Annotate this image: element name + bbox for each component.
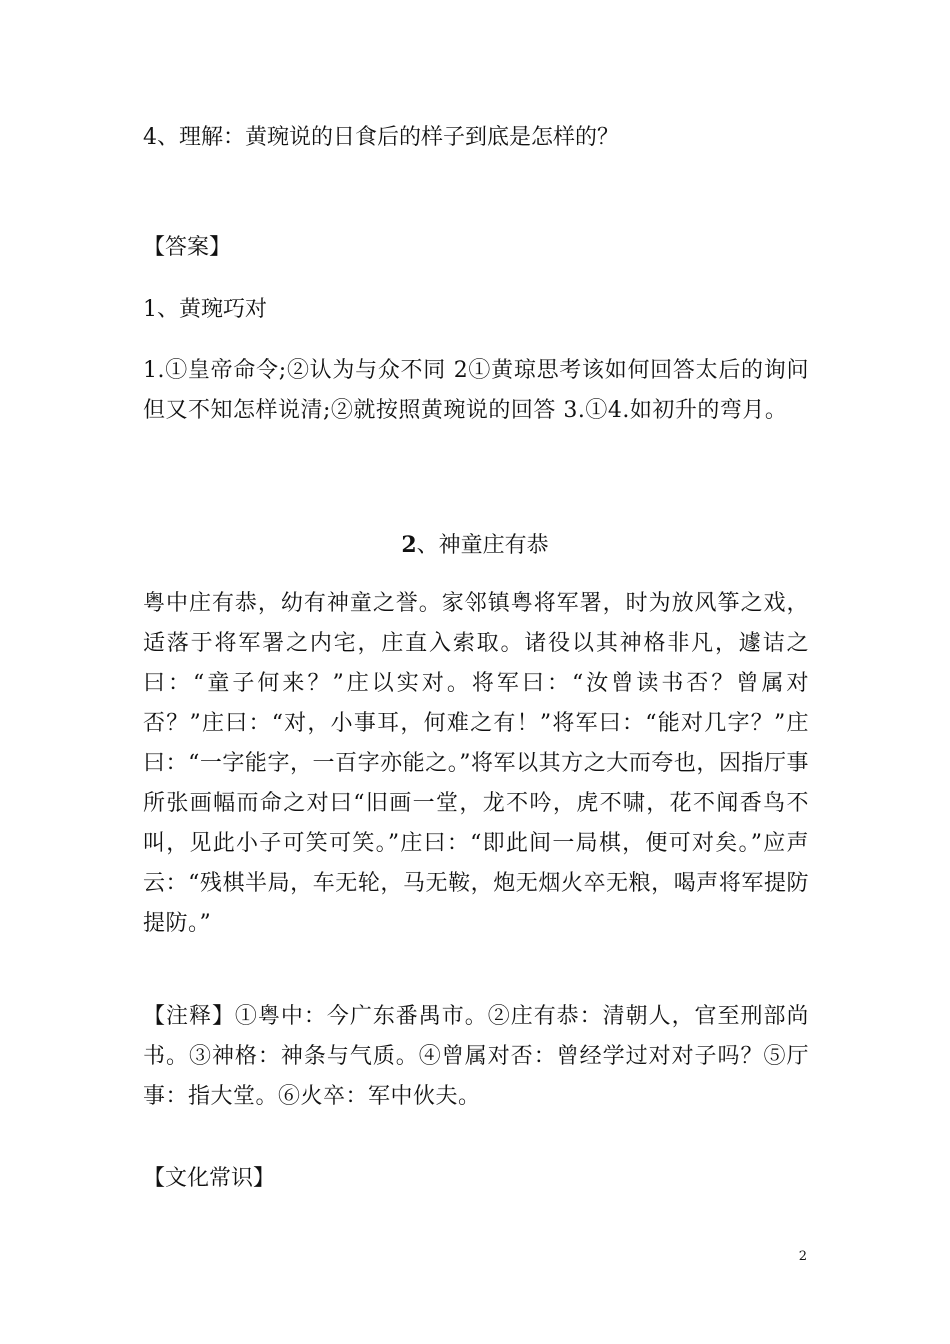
answer-text: 1.①皇帝命令;②认为与众不同 2①黄琼思考该如何回答太后的询问但又不知怎样说清;②就按照黄琬说的回答 3.①4.如初升的弯月。 (143, 358, 809, 423)
section-title-text: 、神童庄有恭 (416, 533, 549, 558)
section-title-number: 2 (401, 532, 417, 558)
answer-subheading: 1、黄琬巧对 (143, 297, 267, 322)
culture-heading: 【文化常识】 (143, 1166, 276, 1191)
section-passage: 粤中庄有恭，幼有神童之誉。家邻镇粤将军署，时为放风筝之戏，适落于将军署之内宅，庄直入索取。诸役以其神格非凡，遽诘之曰：“童子何来？”庄以实对。将军曰：“汝曾读书否？曾属对否？”庄曰：“对，小事耳，何难之有！”将军曰：“能对几字？”庄曰：“一字能字，一百字亦能之。”将军以其方之大而夸也，因指厅事所张画幅而命之对曰“旧画一堂，龙不吟，虎不啸，花不闻香鸟不叫，见此小子可笑可笑。”庄曰：“即此间一局棋，便可对矣。”应声云：“残棋半局，车无轮，马无鞍，炮无烟火卒无粮，喝声将军提防提防。” (143, 591, 809, 936)
page-number: 2 (798, 1249, 807, 1264)
section-title (0, 534, 950, 557)
question-4: 4、理解：黄琬说的日食后的样子到底是怎样的？ (143, 125, 619, 150)
answer-heading: 【答案】 (143, 235, 232, 260)
section-notes: 【注释】①粤中：今广东番禺市。②庄有恭：清朝人，官至刑部尚书。③神格：神条与气质。④曾属对否：曾经学过对对子吗？⑤厅事：指大堂。⑥火卒：军中伙夫。 (143, 1004, 809, 1109)
